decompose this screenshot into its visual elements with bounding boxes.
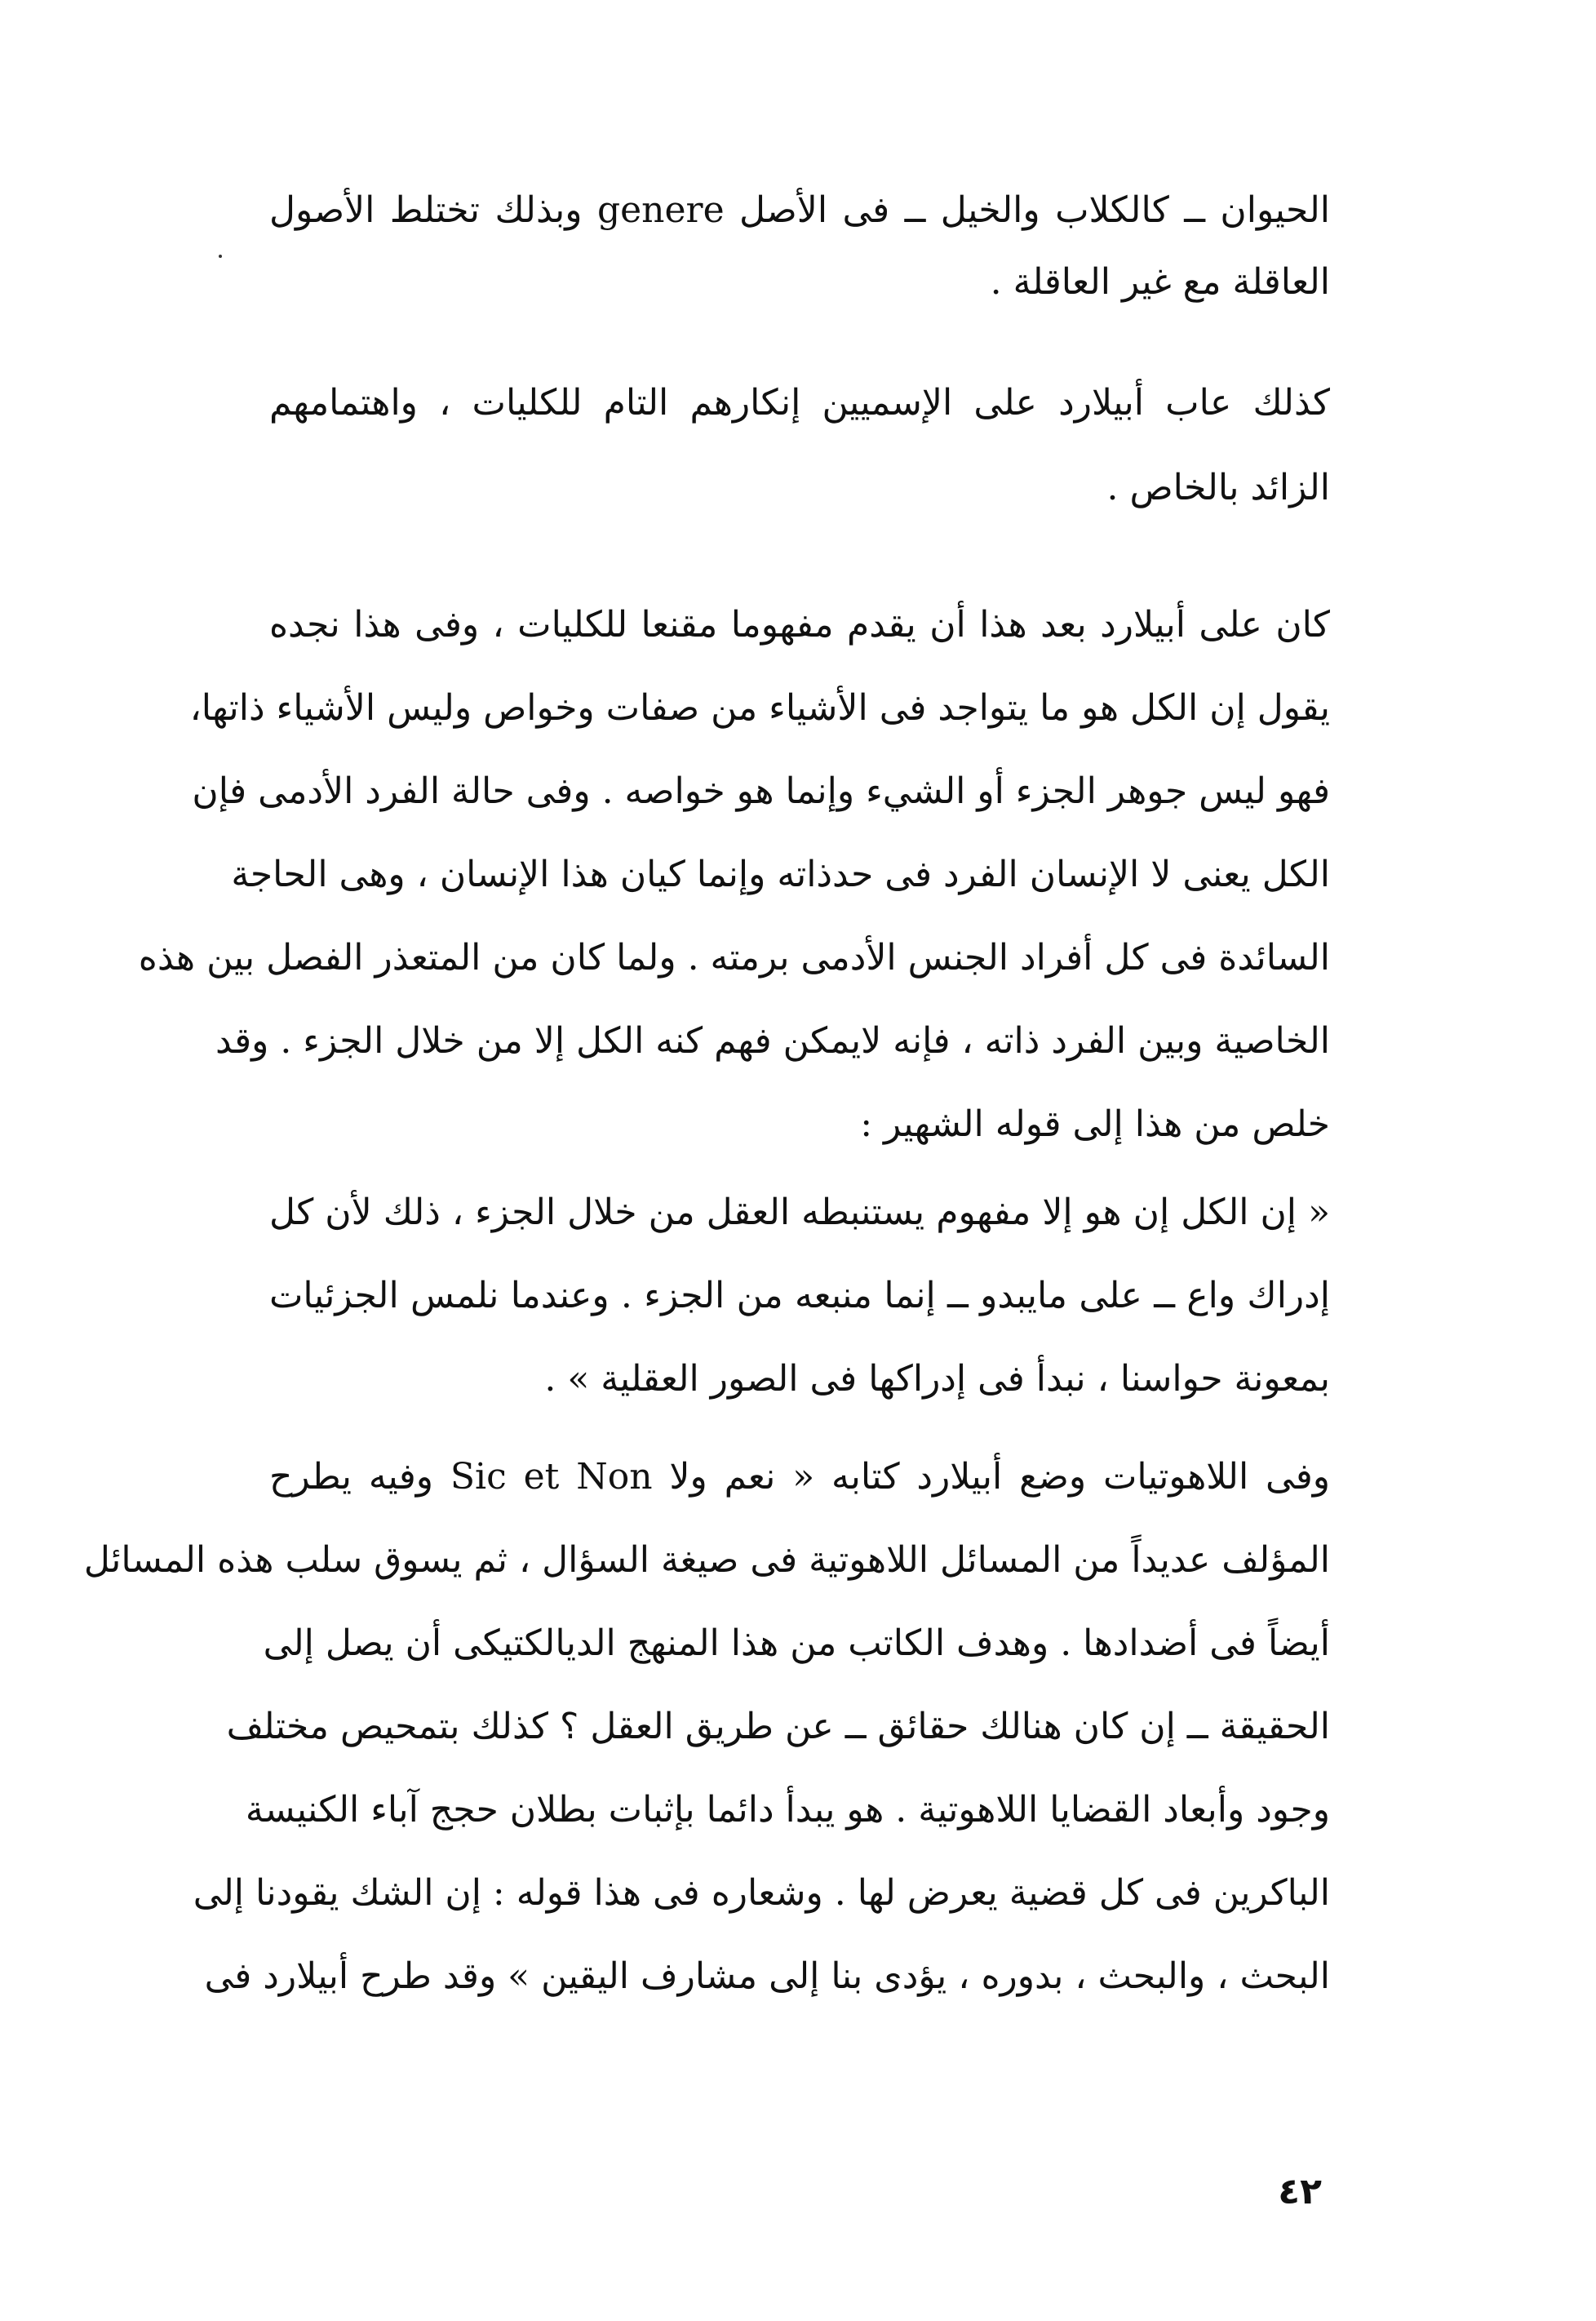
text-line: المؤلف عديداً من المسائل اللاهوتية فى صيغة السؤال ، ثم يسوق سلب هذه المسائل xyxy=(83,1539,1330,1581)
text-line: بمعونة حواسنا ، نبدأ فى إدراكها فى الصور العقلية » . xyxy=(544,1358,1330,1400)
text-line: يقول إن الكل هو ما يتواجد فى الأشياء من صفات وخواص وليس الأشياء ذاتها، xyxy=(189,687,1330,729)
text-line: الحقيقة ــ إن كان هنالك حقائق ــ عن طريق العقل ؟ كذلك بتمحيص مختلف xyxy=(226,1706,1330,1747)
text-line: الخاصية وبين الفرد ذاته ، فإنه لايمكن فهم كنه الكل إلا من خلال الجزء . وقد xyxy=(215,1020,1330,1062)
text-line: وفى اللاهوتيات وضع أبيلارد كتابه « نعم ولا Sic et Non وفيه يطرح xyxy=(269,1456,1330,1498)
paragraph-2 xyxy=(269,382,1330,545)
text-line: الكل يعنى لا الإنسان الفرد فى حدذاته وإنما كيان هذا الإنسان ، وهى الحاجة xyxy=(231,854,1330,895)
text-line: السائدة فى كل أفراد الجنس الأدمى برمته . ولما كان من المتعذر الفصل بين هذه xyxy=(138,937,1330,979)
paragraph-3 xyxy=(138,604,1330,1175)
text-line: كذلك عاب أبيلارد على الإسميين إنكارهم التام للكليات ، واهتمامهم xyxy=(269,382,1330,424)
text-line: وجود وأبعاد القضايا اللاهوتية . هو يبدأ دائما بإثبات بطلان حجج آباء الكنيسة xyxy=(245,1789,1330,1831)
page-number: ٤٢ xyxy=(1278,2171,1322,2212)
paragraph-5 xyxy=(83,1456,1330,2044)
text-line: فهو ليس جوهر الجزء أو الشيء وإنما هو خواصه . وفى حالة الفرد الأدمى فإن xyxy=(192,770,1330,812)
text-line: « إن الكل إن هو إلا مفهوم يستنبطه العقل من خلال الجزء ، ذلك لأن كل xyxy=(269,1192,1330,1233)
text-line: الباكرين فى كل قضية يعرض لها . وشعاره فى هذا قوله : إن الشك يقودنا إلى xyxy=(193,1872,1330,1914)
paragraph-4-quote xyxy=(269,1192,1330,1436)
text-line: إدراك واع ــ على مايبدو ــ إنما منبعه من الجزء . وعندما نلمس الجزئيات xyxy=(269,1275,1330,1316)
text-line: كان على أبيلارد بعد هذا أن يقدم مفهوما مقنعا للكليات ، وفى هذا نجده xyxy=(269,604,1330,646)
text-line: الحيوان ــ كالكلاب والخيل ــ فى الأصل genere وبذلك تختلط الأصول xyxy=(269,189,1330,231)
text-line: البحث ، والبحث ، بدوره ، يؤدى بنا إلى مشارف اليقين » وقد طرح أبيلارد فى xyxy=(204,1955,1330,1997)
paragraph-1 xyxy=(269,189,1330,353)
text-line: الزائد بالخاص . xyxy=(1106,467,1330,508)
scan-speck xyxy=(219,255,222,258)
text-line: خلص من هذا إلى قوله الشهير : xyxy=(860,1103,1330,1145)
text-line: أيضاً فى أضدادها . وهدف الكاتب من هذا المنهج الديالكتيكى أن يصل إلى xyxy=(263,1622,1330,1664)
text-line: العاقلة مع غير العاقلة . xyxy=(990,261,1330,303)
